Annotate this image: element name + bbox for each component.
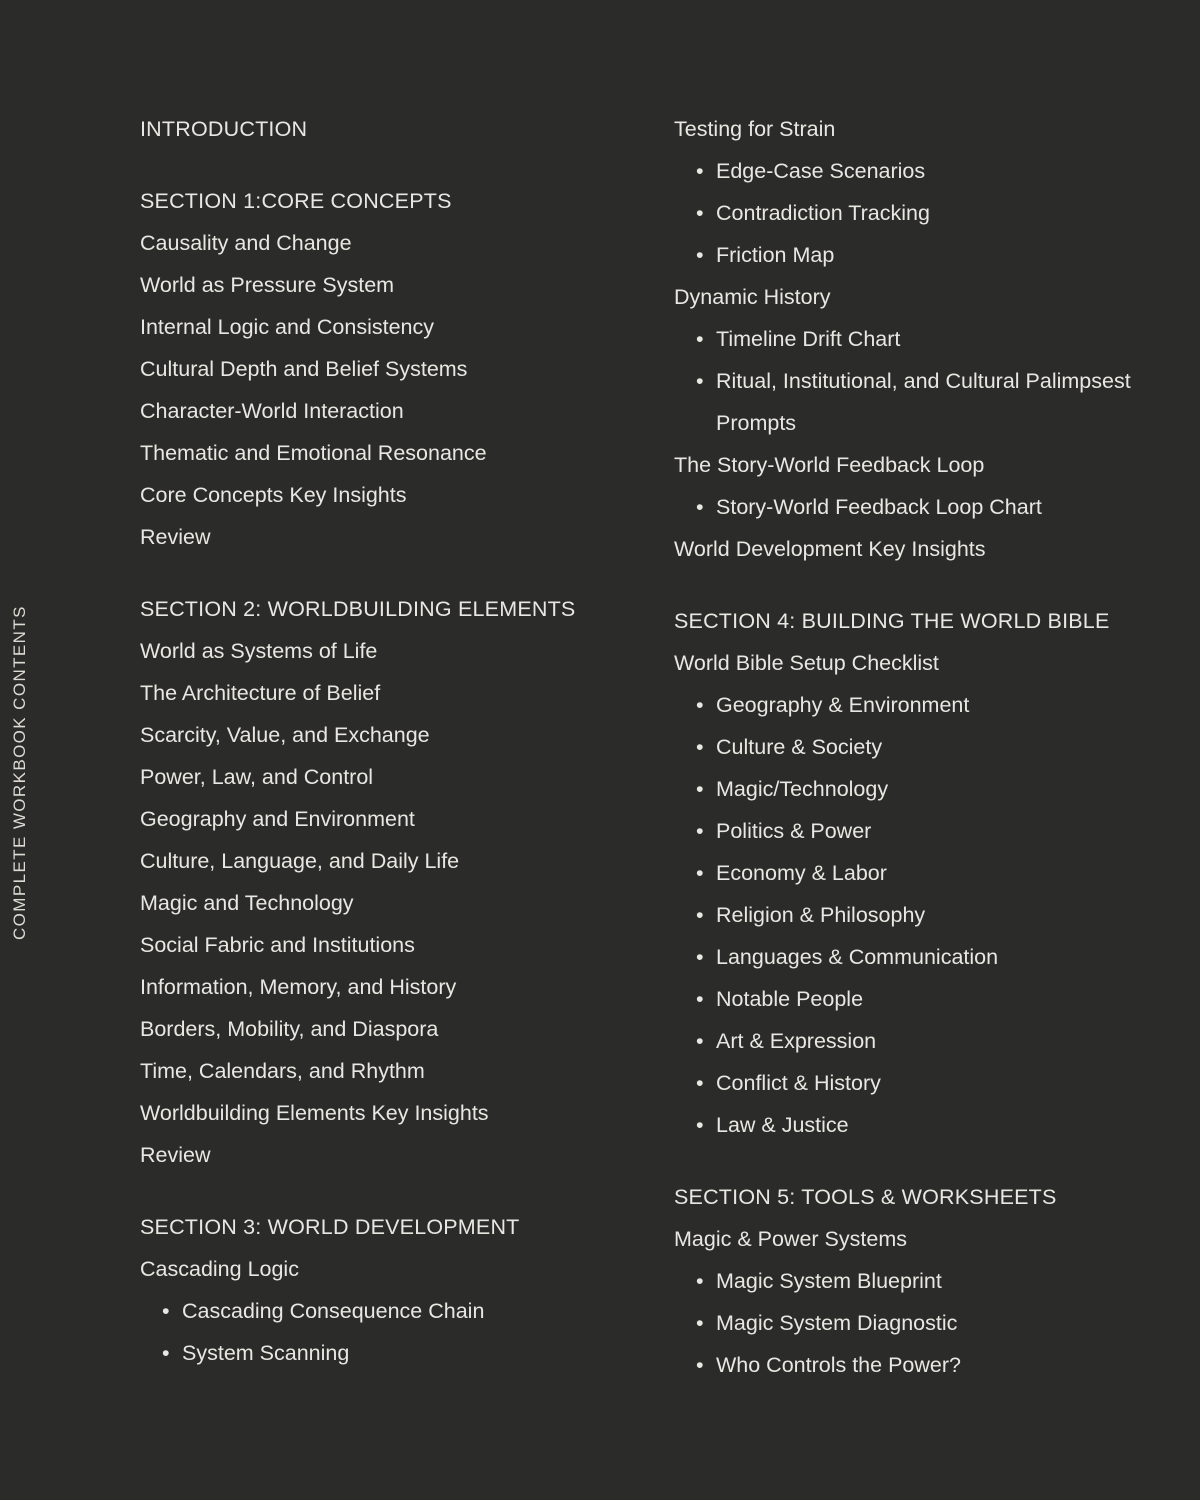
toc-sub-entry[interactable]: • System Scanning [140, 1332, 606, 1374]
toc-sub-entry[interactable]: • Magic System Diagnostic [674, 1302, 1140, 1344]
toc-sub-entry[interactable]: • Religion & Philosophy [674, 894, 1140, 936]
section-spacer [674, 1146, 1140, 1176]
toc-entry[interactable]: Core Concepts Key Insights [140, 483, 407, 507]
toc-section-heading[interactable]: SECTION 2: WORLDBUILDING ELEMENTS [140, 597, 576, 621]
toc-sub-entry[interactable]: • Economy & Labor [674, 852, 1140, 894]
toc-entry[interactable]: Borders, Mobility, and Diaspora [140, 1017, 439, 1041]
toc-entry[interactable]: World Development Key Insights [674, 537, 986, 561]
toc-sub-entry[interactable]: • Languages & Communication [674, 936, 1140, 978]
toc-entry[interactable]: Scarcity, Value, and Exchange [140, 723, 430, 747]
toc-section-heading[interactable]: INTRODUCTION [140, 117, 308, 141]
toc-sub-entry[interactable]: • Contradiction Tracking [674, 192, 1140, 234]
toc-sub-entry[interactable]: • Who Controls the Power? [674, 1344, 1140, 1386]
toc-section-heading[interactable]: SECTION 5: TOOLS & WORKSHEETS [674, 1185, 1057, 1209]
contents-column-right [674, 108, 1140, 1386]
toc-entry[interactable]: World as Systems of Life [140, 639, 378, 663]
toc-section-heading[interactable]: SECTION 3: WORLD DEVELOPMENT [140, 1215, 520, 1239]
toc-entry[interactable]: Character-World Interaction [140, 399, 404, 423]
toc-sub-entry[interactable]: • Politics & Power [674, 810, 1140, 852]
toc-sub-entry[interactable]: • Friction Map [674, 234, 1140, 276]
toc-entry[interactable]: Thematic and Emotional Resonance [140, 441, 487, 465]
toc-entry[interactable]: Testing for Strain [674, 117, 836, 141]
toc-sub-entry[interactable]: • Cascading Consequence Chain [140, 1290, 606, 1332]
section-spacer [140, 558, 606, 588]
toc-sub-entry[interactable]: • Magic System Blueprint [674, 1260, 1140, 1302]
toc-section-heading[interactable]: SECTION 1:CORE CONCEPTS [140, 189, 452, 213]
toc-entry[interactable]: Magic and Technology [140, 891, 354, 915]
toc-section-heading[interactable]: SECTION 4: BUILDING THE WORLD BIBLE [674, 609, 1110, 633]
toc-sub-entry[interactable]: • Geography & Environment [674, 684, 1140, 726]
toc-entry[interactable]: Cascading Logic [140, 1257, 299, 1281]
toc-entry[interactable]: Time, Calendars, and Rhythm [140, 1059, 425, 1083]
toc-entry[interactable]: Geography and Environment [140, 807, 415, 831]
toc-sub-entry[interactable]: • Timeline Drift Chart [674, 318, 1140, 360]
toc-sub-entry[interactable]: • Conflict & History [674, 1062, 1140, 1104]
toc-entry[interactable]: World Bible Setup Checklist [674, 651, 939, 675]
toc-sub-entry[interactable]: • Edge-Case Scenarios [674, 150, 1140, 192]
toc-entry[interactable]: Cultural Depth and Belief Systems [140, 357, 468, 381]
toc-entry[interactable]: Social Fabric and Institutions [140, 933, 415, 957]
toc-entry[interactable]: Culture, Language, and Daily Life [140, 849, 460, 873]
side-label [0, 0, 40, 1500]
section-spacer [140, 150, 606, 180]
toc-entry[interactable]: Information, Memory, and History [140, 975, 457, 999]
contents-columns [140, 108, 1140, 1386]
contents-column-left [140, 108, 606, 1386]
toc-entry[interactable]: Internal Logic and Consistency [140, 315, 435, 339]
toc-entry[interactable]: Magic & Power Systems [674, 1227, 907, 1251]
toc-entry[interactable]: Review [140, 525, 211, 549]
toc-entry[interactable]: Causality and Change [140, 231, 352, 255]
toc-sub-entry[interactable]: • Culture & Society [674, 726, 1140, 768]
toc-sub-entry[interactable]: • Story-World Feedback Loop Chart [674, 486, 1140, 528]
toc-sub-entry[interactable]: • Law & Justice [674, 1104, 1140, 1146]
toc-entry[interactable]: Power, Law, and Control [140, 765, 374, 789]
toc-entry[interactable]: Dynamic History [674, 285, 831, 309]
toc-entry[interactable]: The Architecture of Belief [140, 681, 381, 705]
side-label-text: COMPLETE WORKBOOK CONTENTS [10, 605, 29, 940]
toc-entry[interactable]: Worldbuilding Elements Key Insights [140, 1101, 489, 1125]
toc-entry[interactable]: Review [140, 1143, 211, 1167]
section-spacer [140, 1176, 606, 1206]
toc-entry[interactable]: The Story-World Feedback Loop [674, 453, 985, 477]
toc-sub-entry[interactable]: • Ritual, Institutional, and Cultural Palimpsest Prompts [674, 360, 1140, 444]
toc-sub-entry[interactable]: • Art & Expression [674, 1020, 1140, 1062]
section-spacer [674, 570, 1140, 600]
toc-sub-entry[interactable]: • Notable People [674, 978, 1140, 1020]
toc-sub-entry[interactable]: • Magic/Technology [674, 768, 1140, 810]
toc-entry[interactable]: World as Pressure System [140, 273, 395, 297]
